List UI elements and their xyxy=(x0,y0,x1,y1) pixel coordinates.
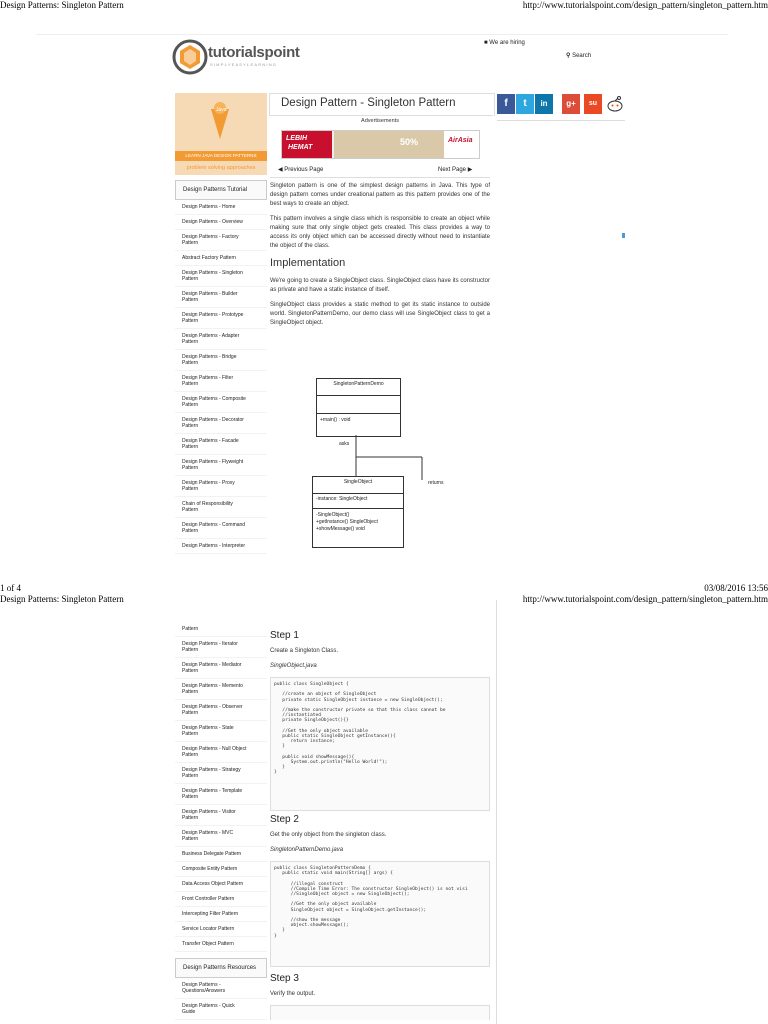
next-page-link[interactable] xyxy=(438,166,472,173)
logo-text: tutorialspoint xyxy=(208,44,300,61)
facebook-icon[interactable]: f xyxy=(497,94,515,114)
sidebar-title: Design Patterns Tutorial xyxy=(175,180,267,200)
title-divider xyxy=(269,115,493,116)
sidebar-item[interactable]: Design Patterns - Null Object Pattern xyxy=(175,742,267,763)
right-col-border xyxy=(496,600,497,1024)
sidebar-item[interactable]: Design Patterns - Home xyxy=(175,200,267,215)
sidebar-item[interactable]: Design Patterns - Bridge Pattern xyxy=(175,350,267,371)
logo-tagline: SIMPLYEASYLEARNING xyxy=(210,62,278,67)
intro-paragraph-2: This pattern involves a single class which is responsible to create an object while making sure that only single object gets created. This class provides a way to access its only object which can be accessed directly without need to instantiate the object of the class. xyxy=(270,216,490,249)
sidebar-item[interactable]: Design Patterns - Template Pattern xyxy=(175,784,267,805)
hiring-link[interactable] xyxy=(484,40,525,46)
print-header-title-2: Design Patterns: Singleton Pattern xyxy=(0,594,124,604)
print-page-number: 1 of 4 xyxy=(0,583,21,593)
previous-page-label: Previous Page xyxy=(284,167,324,173)
sidebar-item[interactable]: Design Patterns - MVC Pattern xyxy=(175,826,267,847)
sidebar-item[interactable]: Design Patterns - Observer Pattern xyxy=(175,700,267,721)
sidebar-item[interactable]: Design Patterns - Facade Pattern xyxy=(175,434,267,455)
svg-text:Java: Java xyxy=(216,107,227,113)
sidebar-item[interactable]: Service Locator Pattern xyxy=(175,922,267,937)
article-body-continued xyxy=(270,630,490,1020)
next-page-label: Next Page xyxy=(438,167,467,173)
sidebar-item[interactable]: Front Controller Pattern xyxy=(175,892,267,907)
banner-text-2: problem solving approaches xyxy=(186,165,256,171)
sidebar-nav-continued xyxy=(175,622,267,1020)
sidebar-item[interactable]: Design Patterns - State Pattern xyxy=(175,721,267,742)
logo-icon xyxy=(172,39,208,75)
implementation-paragraph-1: We're going to create a SingleObject class. SingleObject class have its constructor as private and have a static instance of itself. xyxy=(270,278,490,293)
sidebar-item[interactable]: Intercepting Filter Pattern xyxy=(175,907,267,922)
sidebar-item[interactable]: Design Patterns - Singleton Pattern xyxy=(175,266,267,287)
step-3-code xyxy=(270,1005,490,1020)
search-icon: ⚲ xyxy=(566,53,571,59)
print-timestamp: 03/08/2016 13:56 xyxy=(704,583,768,593)
arrow-left-icon: ◀ xyxy=(278,167,283,173)
uml-connectors xyxy=(300,430,440,480)
ad-banner[interactable] xyxy=(281,130,480,159)
uml-single-method-2: +getInstance() SingleObject xyxy=(316,519,378,525)
sidebar-resources-title: Design Patterns Resources xyxy=(175,958,267,978)
sidebar-item[interactable]: Design Patterns - Strategy Pattern xyxy=(175,763,267,784)
right-col-divider xyxy=(497,120,625,121)
ad-text-3: 50% xyxy=(400,137,419,147)
sidebar-item[interactable]: Design Patterns - Proxy Pattern xyxy=(175,476,267,497)
arrow-right-icon: ▶ xyxy=(467,167,473,173)
sidebar-item[interactable]: Design Patterns - Composite Pattern xyxy=(175,392,267,413)
step-1-heading: Step 1 xyxy=(270,630,299,641)
ad-brand-logo: AirAsia xyxy=(448,137,473,144)
sidebar-item[interactable]: Design Patterns - Decorator Pattern xyxy=(175,413,267,434)
sidebar-item[interactable]: Design Patterns - Builder Pattern xyxy=(175,287,267,308)
uml-single-method-3: +showMessage() void xyxy=(316,526,365,532)
sidebar-item[interactable]: Design Patterns - Interpreter xyxy=(175,539,267,554)
step-2-filename: SingletonPatternDemo.java xyxy=(270,847,344,853)
ad-text-1: LEBIH xyxy=(286,135,307,142)
sidebar-item[interactable]: Data Access Object Pattern xyxy=(175,877,267,892)
uml-returns-label: returns xyxy=(428,480,444,486)
hiring-label: We are hiring xyxy=(489,40,525,46)
implementation-paragraph-2: SingleObject class provides a static method to get its static instance to outside world. SingletonPatternDemo, our demo class will use SingleObject class to get a SingleObject object. xyxy=(270,302,490,326)
print-header-url-2: http://www.tutorialspoint.com/design_pattern/singleton_pattern.htm xyxy=(522,594,768,604)
sidebar-item[interactable]: Business Delegate Pattern xyxy=(175,847,267,862)
sidebar-item[interactable]: Design Patterns - Factory Pattern xyxy=(175,230,267,251)
implementation-heading: Implementation xyxy=(270,257,346,269)
article-body xyxy=(270,182,490,334)
sidebar-item[interactable]: Design Patterns - Visitor Pattern xyxy=(175,805,267,826)
step-2-text: Get the only object from the singleton class. xyxy=(270,832,387,838)
googleplus-icon[interactable]: g+ xyxy=(562,94,580,114)
sidebar-item[interactable]: Design Patterns - Mediator Pattern xyxy=(175,658,267,679)
briefcase-icon: ■ xyxy=(484,40,488,46)
ads-label: Advertisements xyxy=(361,118,399,124)
step-1-code: public class SingleObject { //create an object of SingleObject private static SingleObject instance = new SingleObject(); //make the constructor private so that this class cannot be //instantiated private SingleObject(){} //Get the only object available public static SingleObject getInstance(){ return instance; } public void showMessage(){ System.out.println("Hello World!"); } } xyxy=(270,677,490,811)
sidebar-nav xyxy=(175,180,267,554)
sidebar-item[interactable]: Abstract Factory Pattern xyxy=(175,251,267,266)
step-1-text: Create a Singleton Class. xyxy=(270,648,339,654)
twitter-icon[interactable]: t xyxy=(516,94,534,114)
print-header-title: Design Patterns: Singleton Pattern xyxy=(0,0,124,10)
sidebar-item[interactable]: Design Patterns - Flyweight Pattern xyxy=(175,455,267,476)
site-logo[interactable] xyxy=(172,36,314,78)
sidebar-list xyxy=(175,200,267,554)
reddit-icon[interactable] xyxy=(606,94,624,114)
scroll-marker xyxy=(622,233,625,238)
sidebar-item[interactable]: Design Patterns - Overview xyxy=(175,215,267,230)
sidebar-list-continued xyxy=(175,622,267,952)
uml-class-singleobject xyxy=(312,476,404,548)
linkedin-icon[interactable]: in xyxy=(535,94,553,114)
stumbleupon-icon[interactable]: su xyxy=(584,94,602,114)
previous-page-link[interactable] xyxy=(278,166,323,173)
sidebar-item[interactable]: Design Patterns - Quick Guide xyxy=(175,999,267,1020)
sidebar-item[interactable]: Design Patterns - Command Pattern xyxy=(175,518,267,539)
top-divider xyxy=(36,34,728,35)
sidebar-item[interactable]: Design Patterns - Memento Pattern xyxy=(175,679,267,700)
uml-single-attr: -instance: SingleObject xyxy=(313,494,403,509)
print-header-url: http://www.tutorialspoint.com/design_pattern/singleton_pattern.htm xyxy=(522,0,768,10)
sidebar-banner[interactable] xyxy=(175,93,267,175)
step-1-filename: SingleObject.java xyxy=(270,663,317,669)
page-title: Design Pattern - Singleton Pattern xyxy=(281,97,456,109)
uml-class-demo xyxy=(316,378,401,437)
sidebar-item[interactable]: Design Patterns - Iterator Pattern xyxy=(175,637,267,658)
sidebar-item[interactable]: Pattern xyxy=(175,622,267,637)
search-label: Search xyxy=(572,53,592,59)
sidebar-item[interactable]: Design Patterns - Prototype Pattern xyxy=(175,308,267,329)
sidebar-item[interactable]: Design Patterns - Filter Pattern xyxy=(175,371,267,392)
step-2-code: public class SingletonPatternDemo { public static void main(String[] args) { //illegal construct //Compile Time Error: The constructor SingleObject() is not visi //SingleObject object = new SingleObject(); //Get the only object available SingleObject object = SingleObject.getInstance(); //show the message object.showMessage(); } } xyxy=(270,861,490,967)
sidebar-item[interactable]: Transfer Object Pattern xyxy=(175,937,267,952)
sidebar-item[interactable]: Design Patterns - Adapter Pattern xyxy=(175,329,267,350)
sidebar-item[interactable]: Composite Entity Pattern xyxy=(175,862,267,877)
cone-icon xyxy=(209,101,231,141)
intro-paragraph-1: Singleton pattern is one of the simplest design patterns in Java. This type of design pattern comes under creational pattern as this pattern provides one of the best ways to create an object. xyxy=(270,183,490,207)
ad-text-2: HEMAT xyxy=(288,144,313,151)
sidebar-item[interactable]: Chain of Responsibility Pattern xyxy=(175,497,267,518)
nav-divider xyxy=(270,177,490,178)
uml-single-method-1: -SingleObject() xyxy=(316,512,350,518)
sidebar-item[interactable]: Design Patterns - Questions/Answers xyxy=(175,978,267,999)
page-title-box xyxy=(269,93,495,116)
uml-asks-label: asks xyxy=(339,441,350,447)
sidebar-resources-list xyxy=(175,978,267,1020)
uml-single-class-name: SingleObject xyxy=(313,477,403,494)
banner-text-1: LEARN JAVA DESIGN PATTERNS xyxy=(175,151,267,161)
uml-demo-class-name: SingletonPatternDemo xyxy=(317,379,400,396)
step-3-text: Verify the output. xyxy=(270,991,316,997)
step-2-heading: Step 2 xyxy=(270,814,299,825)
search-link[interactable] xyxy=(566,52,591,59)
uml-demo-method: +main() : void xyxy=(320,417,351,423)
step-3-heading: Step 3 xyxy=(270,973,299,984)
